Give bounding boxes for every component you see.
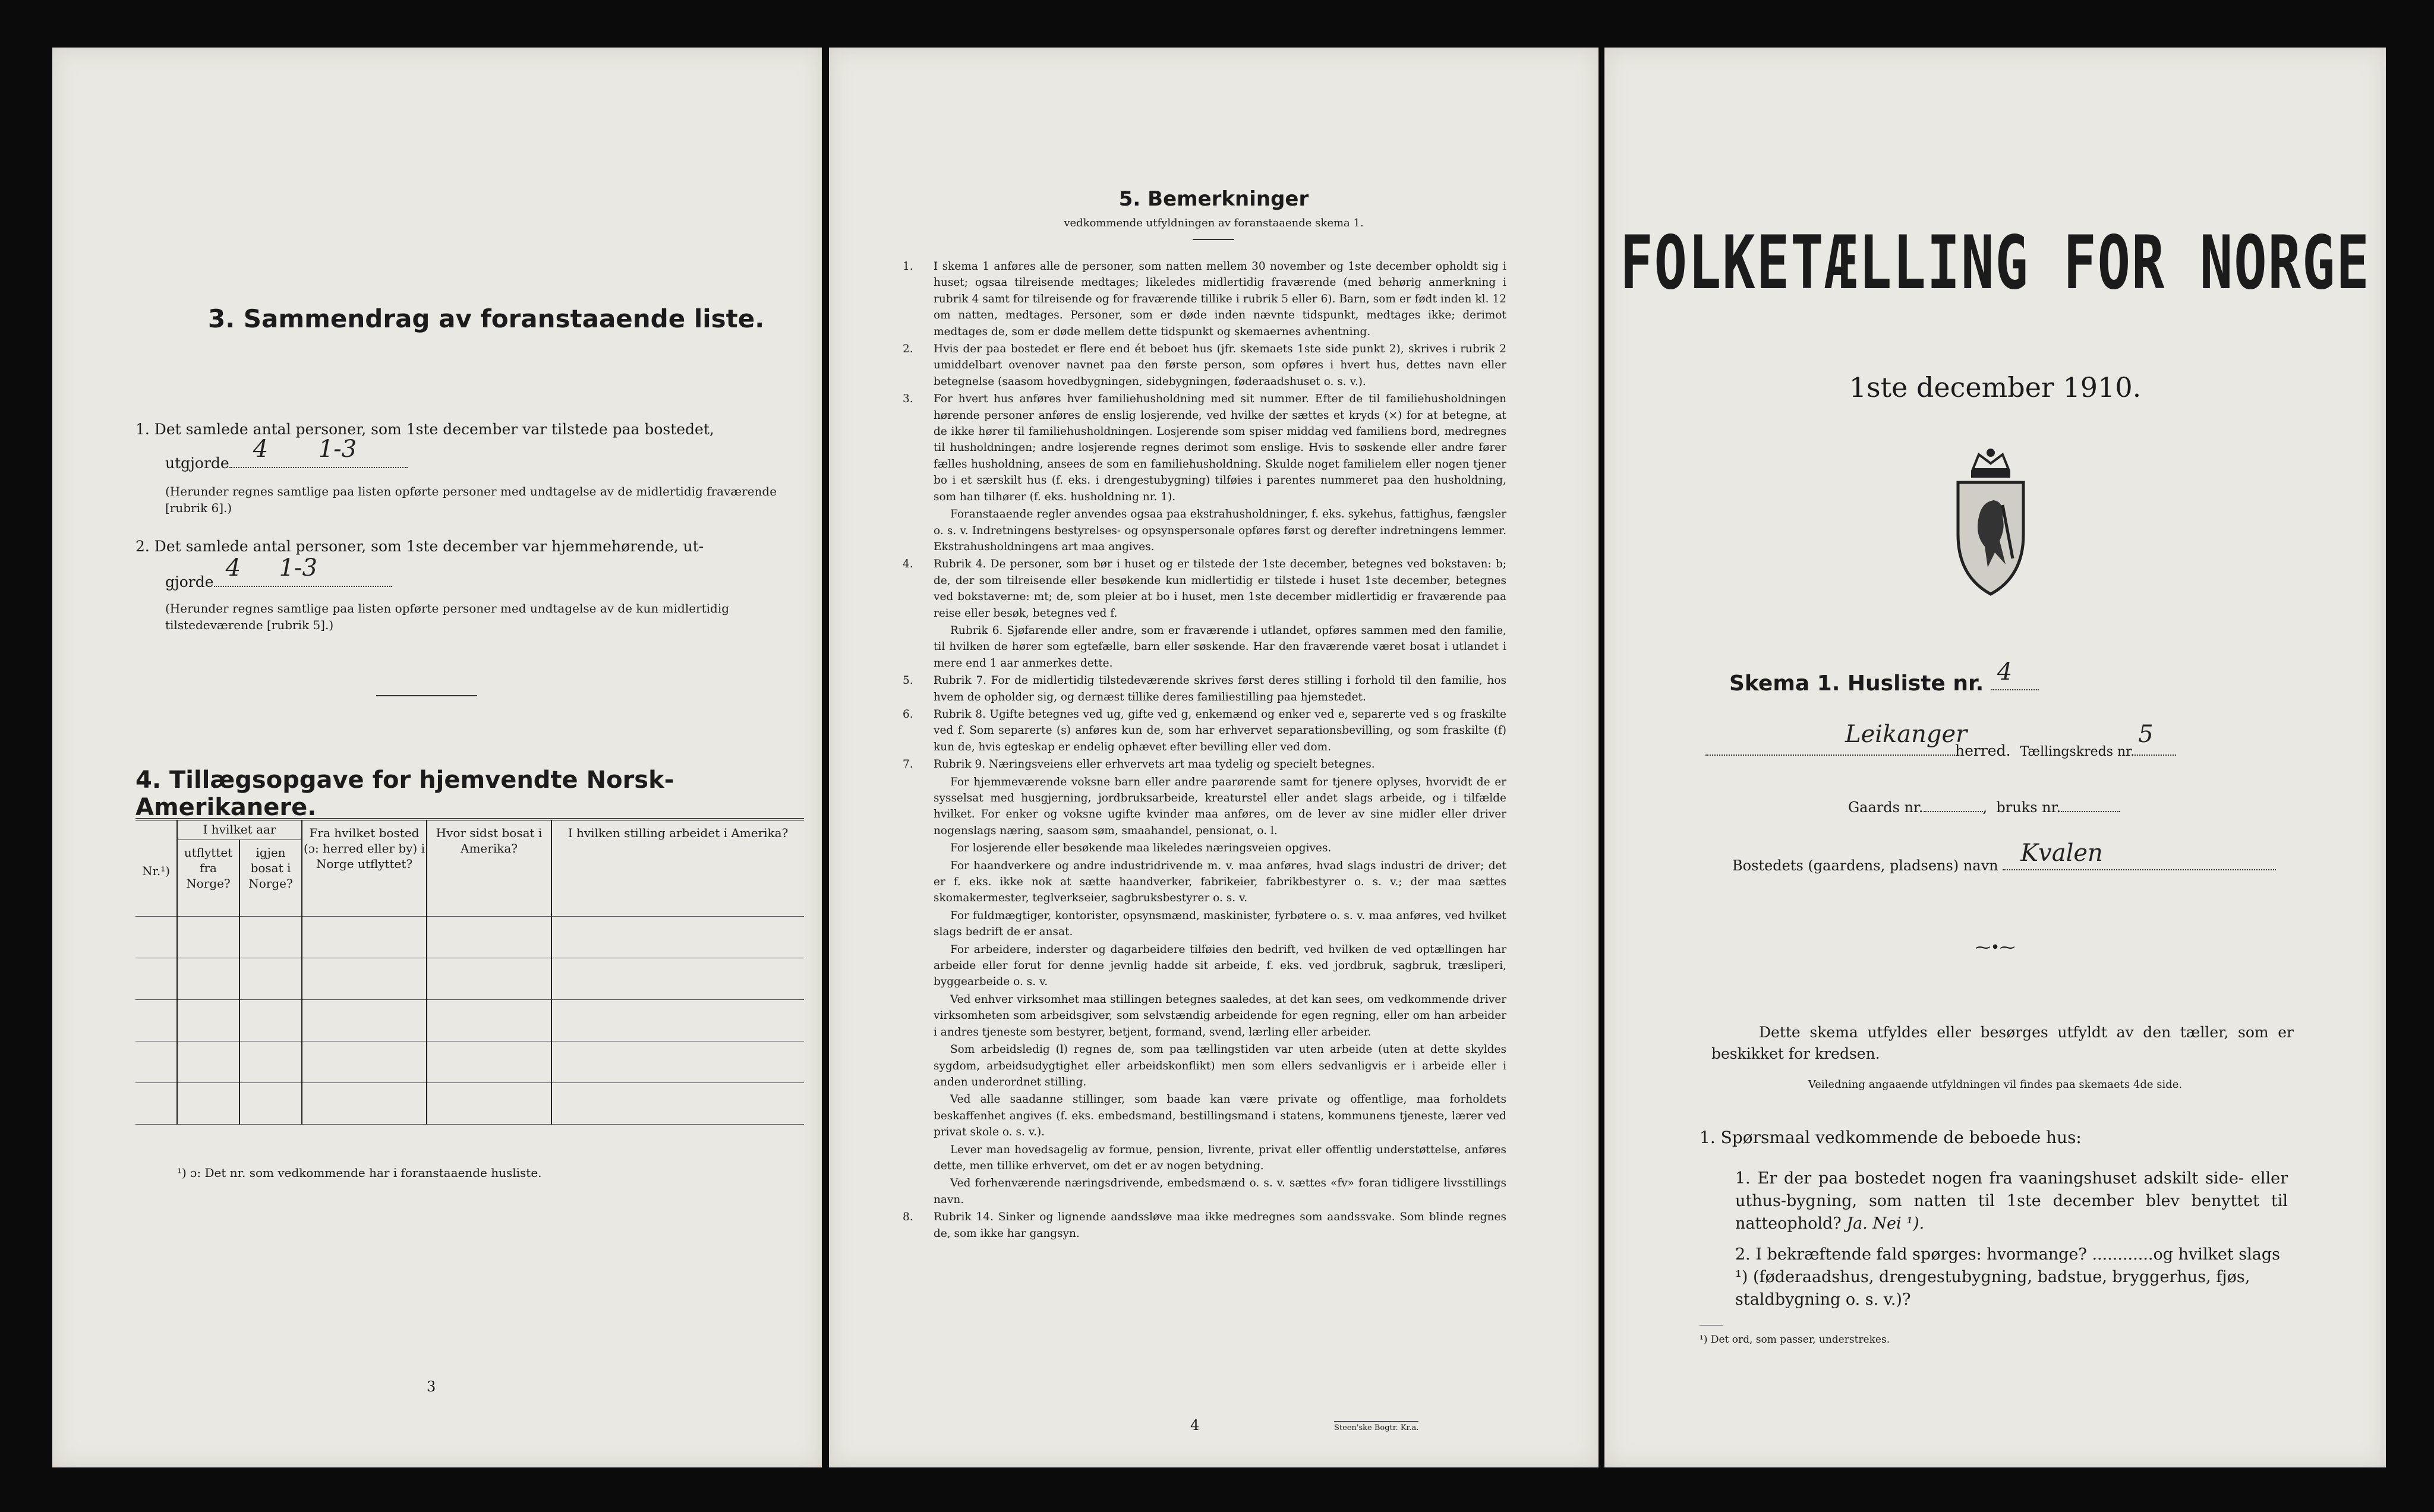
item1-note: (Herunder regnes samtlige paa listen opførte personer med undtagelse av de midlertidig fraværende [rubrik 6].) <box>165 484 777 515</box>
section3-title: 3. Sammendrag av foranstaaende liste. <box>208 304 765 333</box>
bemerkning-text: Ved alle saadanne stillinger, som baade kan være private og offentlige, maa forholdets beskaffenhet angives (f. eks. embedsmand, bestillingsmand i statens, kommunens tjeneste, lærer ved privat skole o. s. v.). <box>934 1093 1506 1139</box>
table-cell[interactable] <box>135 1041 177 1083</box>
footnote-right: ¹) Det ord, som passer, understrekes. <box>1700 1334 1890 1346</box>
bemerkninger-body <box>903 258 1506 1243</box>
table-cell[interactable] <box>551 1083 804 1125</box>
table-cell[interactable] <box>135 1083 177 1125</box>
table-cell[interactable] <box>551 958 804 1000</box>
table-cell[interactable] <box>239 958 302 1000</box>
item1-fill[interactable] <box>229 435 408 468</box>
title-rule <box>1193 239 1234 240</box>
herred-field[interactable] <box>1705 721 1968 756</box>
bemerkning-paragraph <box>918 623 1506 671</box>
table-cell[interactable] <box>177 1000 239 1041</box>
bemerkning-text: Rubrik 9. Næringsveiens eller erhvervets art maa tydelig og specielt betegnes. <box>934 758 1375 771</box>
col-group-aar: I hvilket aar <box>177 819 302 840</box>
schema-label-row <box>1729 658 2039 696</box>
gaards-row: Gaards nr. , bruks nr. <box>1848 799 2120 816</box>
kreds-hand: 5 <box>2138 721 2154 748</box>
bemerkning-number: 8. <box>903 1211 913 1224</box>
table-cell[interactable] <box>239 1041 302 1083</box>
table-cell[interactable] <box>427 1000 551 1041</box>
bemerkning-number: 5. <box>903 674 913 687</box>
item1-hand-value: 4 <box>253 435 269 463</box>
divider <box>376 695 477 696</box>
bemerkninger-subtitle: vedkommende utfyldningen av foranstaaende skema 1. <box>1064 217 1364 229</box>
bemerkning-text: Rubrik 7. For de midlertidig tilstedeværende skrives først deres stilling i forhold til den familie, hos hvem de opholder sig, og dernæst tillike deres familiestilling paa hjemstedet. <box>934 674 1506 703</box>
page-left <box>52 48 822 1467</box>
bemerkning-number: 4. <box>903 558 913 571</box>
col-utflyttet: utflyttet fra Norge? <box>177 840 239 917</box>
table-cell[interactable] <box>551 1041 804 1083</box>
bemerkning-paragraph <box>918 1041 1506 1090</box>
item2-prefix: gjorde <box>165 573 214 591</box>
bemerkning-paragraph <box>918 1142 1506 1175</box>
bemerkning-paragraph <box>918 774 1506 839</box>
table-cell[interactable] <box>239 1000 302 1041</box>
printer-mark: Steen'ske Bogtr. Kr.a. <box>1334 1421 1418 1432</box>
item2-text: 2. Det samlede antal personer, som 1ste december var hjemmehørende, ut- <box>135 538 704 555</box>
herred-label: herred. <box>1955 742 2011 759</box>
question-2: 2. I bekræftende fald spørges: hvormange? ............og hvilket slags ¹) (føderaadshus, drengestubygning, badstue, bryggerhus, fjøs, staldbygning o. s. v.)? <box>1735 1245 2280 1309</box>
col-igjen-bosat: igjen bosat i Norge? <box>239 840 302 917</box>
question-1-answer[interactable]: Ja. Nei ¹). <box>1846 1214 1925 1233</box>
item2-row <box>165 554 392 593</box>
bemerkning-text: For losjerende eller besøkende maa likeledes næringsveien opgives. <box>950 842 1332 855</box>
bemerkning-paragraph <box>918 858 1506 907</box>
table-cell[interactable] <box>427 917 551 958</box>
table-cell[interactable] <box>177 958 239 1000</box>
bruks-field[interactable] <box>2061 811 2120 812</box>
item1-text: 1. Det samlede antal personer, som 1ste december var tilstede paa bostedet, <box>135 421 714 438</box>
question-1 <box>1735 1167 2288 1235</box>
table-cell[interactable] <box>239 917 302 958</box>
bruks-label: bruks nr. <box>1996 799 2061 816</box>
bemerkning-paragraph <box>918 908 1506 940</box>
bemerkning-text: Som arbeidsledig (l) regnes de, som paa tællingstiden var uten arbeide (uten at dette skyldes sygdom, arbeidsudygtighet eller arbeidskonflikt) men som ellers sedvanligvis er i arbeide eller i anden underordnet stilling. <box>934 1043 1506 1088</box>
table-cell[interactable] <box>177 1083 239 1125</box>
table-cell[interactable] <box>427 1083 551 1125</box>
bemerkning-paragraph <box>903 341 1506 390</box>
table-cell[interactable] <box>302 917 427 958</box>
bemerkning-text: Rubrik 4. De personer, som bør i huset og er tilstede der 1ste december, betegnes ved bokstaven: b; de, der som tilreisende eller besøkende kun midlertidig er tilstede i huset 1ste december, betegnes ved bokstaverne: mt; de, som pleier at bo i huset, men 1ste december midlertidig er fraværende paa reise eller besøk, betegnes ved f. <box>934 558 1506 620</box>
bemerkning-paragraph <box>903 706 1506 755</box>
item1-row <box>165 435 408 474</box>
item2-note: (Herunder regnes samtlige paa listen opførte personer med undtagelse av de kun midlertidig tilstedeværende [rubrik 5].) <box>165 601 730 632</box>
bemerkning-text: Lever man hovedsagelig av formue, pension, livrente, privat eller offentlig understøttelse, anføres dette, men tillike erhvervet, om det er av nogen betydning. <box>934 1143 1506 1172</box>
norway-coat-of-arms-icon <box>1946 446 2035 600</box>
bemerkninger-title: 5. Bemerkninger <box>1118 187 1309 211</box>
intro-text: Dette skema utfyldes eller besørges utfyldt av den tæller, som er beskikket for kredsen. <box>1711 1024 2294 1062</box>
table-footnote: ¹) ɔ: Det nr. som vedkommende har i foranstaaende husliste. <box>177 1166 542 1180</box>
bosted-label: Bostedets (gaardens, pladsens) navn <box>1732 857 1998 874</box>
husliste-hand: 4 <box>1997 658 2013 686</box>
bemerkning-number: 2. <box>903 343 913 356</box>
bemerkning-text: For fuldmægtiger, kontorister, opsynsmænd, maskinister, fyrbøtere o. s. v. maa anføres, ved hvilket slags bedrift de er ansat. <box>934 909 1506 939</box>
ornament: ⁓•⁓ <box>1975 939 2016 957</box>
table-cell[interactable] <box>239 1083 302 1125</box>
table-cell[interactable] <box>302 1000 427 1041</box>
table-cell[interactable] <box>135 958 177 1000</box>
table-cell[interactable] <box>135 917 177 958</box>
bosted-row <box>1732 839 2276 874</box>
bemerkning-paragraph <box>918 506 1506 555</box>
col-fra-bosted: Fra hvilket bosted (ɔ: herred eller by) i Norge utflyttet? <box>302 819 427 917</box>
bemerkning-number: 7. <box>903 758 913 771</box>
page-middle <box>829 48 1599 1467</box>
page-number-middle: 4 <box>1190 1417 1200 1434</box>
norsk-amerikanere-table <box>135 818 804 1125</box>
bosted-field[interactable] <box>2003 839 2276 870</box>
bemerkning-text: Rubrik 14. Sinker og lignende aandssløve maa ikke medregnes som aandssvake. Som blinde regnes de, som ikke har gangsyn. <box>934 1211 1506 1240</box>
table-cell[interactable] <box>551 917 804 958</box>
col-stilling: I hvilken stilling arbeidet i Amerika? <box>551 819 804 917</box>
bemerkning-text: For hvert hus anføres hver familiehusholdning med sit nummer. Efter de til familiehusholdningen hørende personer anføres de enslig losjerende, ved hvilke der sættes et kryds (×) for at betegne, at de ikke hører til familiehusholdningen. Losjerende som spiser middag ved familiens bord, medregnes til husholdningen; andre losjerende regnes derimot som enslige. Hvis to søskende eller andre fører fælles husholdning, ansees de som en familiehusholdning. Skulde noget familielem eller nogen tjener bo i et særskilt hus (f. eks. i drengestubygning) tilføies i parentes nummeret paa den husholdning, som han tilhører (f. eks. husholdning nr. 1). <box>934 393 1506 503</box>
bemerkning-paragraph <box>903 258 1506 340</box>
bemerkning-paragraph <box>903 756 1506 772</box>
bemerkning-text: For hjemmeværende voksne barn eller andre paarørende samt for tjenere oplyses, hvorvidt de er sysselsat med husgjerning, jordbruksarbeide, kreaturstel eller andet slags arbeide, og i tilfælde hvilket. For enker og voksne ugifte kvinder maa anføres, om de lever av sine midler eller driver nogenslags næring, saasom søm, smaahandel, pensionat, o. l. <box>934 775 1506 837</box>
veiledning-text: Veiledning angaaende utfyldningen vil findes paa skemaets 4de side. <box>1808 1078 2183 1091</box>
bemerkning-text: Rubrik 8. Ugifte betegnes ved ug, gifte ved g, enkemænd og enker ved e, separerte ved s og fraskilte ved f. Som separerte (s) anføres kun de, som har erhvervet separationsbevilling, og som fraskilte (f) kun de, hvis egteskap er endelig ophævet efter bevilling eller ved dom. <box>934 708 1506 753</box>
bemerkning-text: Rubrik 6. Sjøfarende eller andre, som er fraværende i utlandet, opføres sammen med den familie, til hvilken de hører som egtefælle, barn eller søskende. Har den fraværende været bosat i utlandet i mere end 1 aar anmerkes dette. <box>934 624 1506 670</box>
bemerkning-text: Ved forhenværende næringsdrivende, embedsmænd o. s. v. sættes «fv» foran tidligere livsstillings navn. <box>934 1177 1506 1206</box>
page-right <box>1604 48 2386 1467</box>
bemerkning-paragraph <box>918 1091 1506 1140</box>
bemerkning-paragraph <box>903 673 1506 705</box>
bemerkning-paragraph <box>918 992 1506 1040</box>
col-amerika-bosat: Hvor sidst bosat i Amerika? <box>427 819 551 917</box>
page-number-left: 3 <box>427 1378 436 1395</box>
bemerkning-text: Ved enhver virksomhet maa stillingen betegnes saaledes, at det kan sees, om vedkommende driver virksomheten som arbeidsgiver, som selvstændig arbeidende for egen regning, eller om han arbeider i andres tjeneste som bestyrer, betjent, formand, svend, lærling eller arbeider. <box>934 993 1506 1038</box>
herred-hand: Leikanger <box>1845 721 1968 748</box>
bosted-hand: Kvalen <box>2020 839 2103 867</box>
table-cell[interactable] <box>551 1000 804 1041</box>
item1-prefix: utgjorde <box>165 454 229 472</box>
schema-label: Skema 1. Husliste nr. <box>1729 671 1984 696</box>
table-cell[interactable] <box>135 1000 177 1041</box>
section4-title: 4. Tillægsopgave for hjemvendte Norsk-Amerikanere. <box>135 766 674 821</box>
gaards-label: Gaards nr. <box>1848 799 1924 816</box>
bemerkning-text: For haandverkere og andre industridrivende m. v. maa anføres, hvad slags industri de driver; det er f. eks. ikke nok at sætte haandverker, fabrikeier, fabrikbestyrer o. s. v.; der maa sættes skomakermester, teglverkseier, sagbruksbestyrer o. s. v. <box>934 859 1506 905</box>
bemerkning-text: I skema 1 anføres alle de personer, som natten mellem 30 november og 1ste december opholdt sig i huset; ogsaa tilreisende medtages; likeledes midlertidig fraværende (med behørig anmerkning i rubrik 4 samt for tilreisende og for fraværende tillike i rubrik 5 eller 6). Barn, som er født inden kl. 12 om natten, medtages. Personer, som er døde inden nævnte tidspunkt, medtages ikke; derimot medtages de, som er døde mellem dette tidspunkt og skemaernes avhentning. <box>934 260 1506 338</box>
item1-hand-note: 1-3 <box>318 435 357 463</box>
bemerkning-paragraph <box>903 1209 1506 1242</box>
table-cell[interactable] <box>177 1041 239 1083</box>
bemerkning-paragraph <box>918 1175 1506 1208</box>
item2-fill[interactable] <box>214 554 392 587</box>
kreds-field[interactable] <box>2135 721 2176 756</box>
table-cell[interactable] <box>427 958 551 1000</box>
bemerkning-text: Foranstaaende regler anvendes ogsaa paa ekstrahusholdninger, f. eks. sykehus, fattighus, fængsler o. s. v. Indretningens bestyrelses- og opsynspersonale opføres først og derefter indretningens lemmer. Ekstrahusholdningens art maa angives. <box>934 508 1506 553</box>
bemerkning-text: For arbeidere, inderster og dagarbeidere tilføies den bedrift, ved hvilken de ved optællingen har arbeide eller forut for denne jevnlig hadde sit arbeide, f. eks. ved jordbruk, sagbruk, træsliperi, byggearbeide o. s. v. <box>934 943 1506 989</box>
herred-row <box>1705 721 2306 763</box>
question-heading: 1. Spørsmaal vedkommende de beboede hus: <box>1700 1128 2082 1147</box>
bemerkning-number: 1. <box>903 260 913 273</box>
table-cell[interactable] <box>427 1041 551 1083</box>
census-date: 1ste december 1910. <box>1849 371 2142 403</box>
bemerkning-number: 3. <box>903 393 913 406</box>
item2-hand-value: 4 <box>225 554 241 582</box>
table-cell[interactable] <box>302 1083 427 1125</box>
bemerkning-paragraph <box>918 840 1506 856</box>
bemerkning-paragraph <box>918 942 1506 990</box>
gaards-field[interactable] <box>1924 811 1983 812</box>
table-cell[interactable] <box>177 917 239 958</box>
bemerkning-text: Hvis der paa bostedet er flere end ét beboet hus (jfr. skemaets 1ste side punkt 2), skrives i rubrik 2 umiddelbart ovenover navnet paa den første person, som opføres i hvert hus, dettes navn eller betegnelse (saasom hovedbygningen, sidebygningen, føderaadshuset o. s. v.). <box>934 343 1506 388</box>
bemerkning-number: 6. <box>903 708 913 721</box>
question-1-text: 1. Er der paa bostedet nogen fra vaaningshuset adskilt side- eller uthus-bygning, som natten til 1ste december blev benyttet til natteophold? <box>1735 1169 2288 1233</box>
item2-hand-note: 1-3 <box>279 554 317 582</box>
table-cell[interactable] <box>302 958 427 1000</box>
bemerkning-paragraph <box>903 391 1506 505</box>
husliste-field[interactable] <box>1991 658 2039 690</box>
bemerkning-paragraph <box>903 556 1506 621</box>
kreds-label: Tællingskreds nr. <box>2020 744 2135 759</box>
table-cell[interactable] <box>302 1041 427 1083</box>
census-title: FOLKETÆLLING FOR NORGE <box>1620 220 2370 306</box>
col-nr: Nr.¹) <box>135 819 177 917</box>
